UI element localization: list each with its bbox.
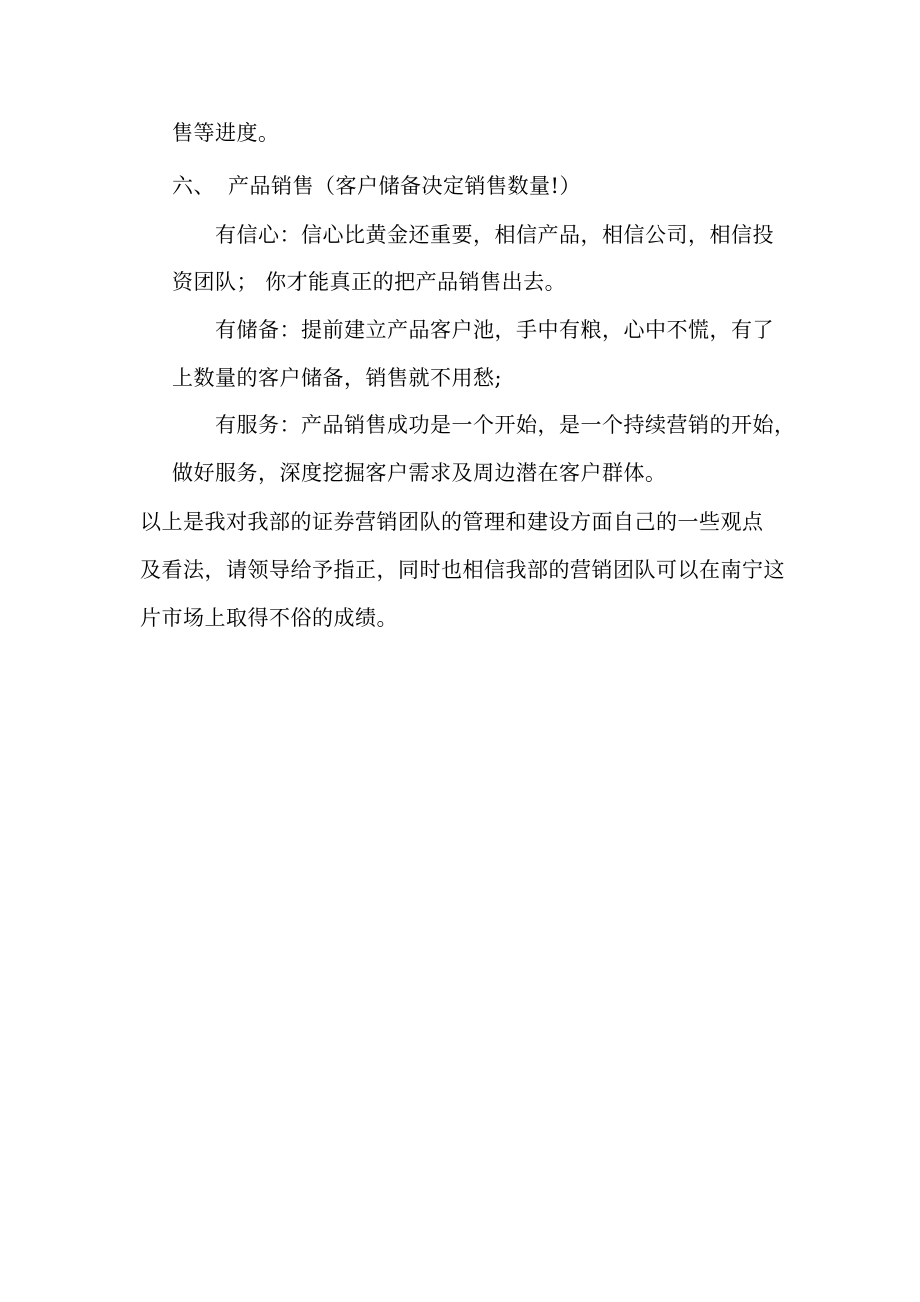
paragraph-line: 上数量的客户储备，销售就不用愁; — [172, 366, 503, 390]
paragraph-line: 资团队； 你才能真正的把产品销售出去。 — [172, 270, 567, 294]
paragraph-line: 有信心：信心比黄金还重要，相信产品，相信公司，相信投 — [215, 223, 774, 247]
paragraph-line: 以上是我对我部的证券营销团队的管理和建设方面自己的一些观点 — [140, 510, 764, 534]
paragraph-line: 片市场上取得不俗的成绩。 — [140, 606, 398, 630]
section-title: 产品销售（客户储备决定销售数量!） — [228, 174, 581, 198]
paragraph-line: 及看法，请领导给予指正，同时也相信我部的营销团队可以在南宁这 — [140, 558, 785, 582]
section-heading — [172, 172, 581, 200]
paragraph-line: 做好服务，深度挖掘客户需求及周边潜在客户群体。 — [172, 461, 667, 485]
paragraph-line: 售等进度。 — [172, 121, 280, 145]
paragraph-line: 有服务：产品销售成功是一个开始，是一个持续营销的开始， — [215, 413, 796, 437]
section-number: 六、 — [172, 174, 215, 198]
paragraph-line: 有储备：提前建立产品客户池，手中有粮，心中不慌，有了 — [215, 318, 774, 342]
